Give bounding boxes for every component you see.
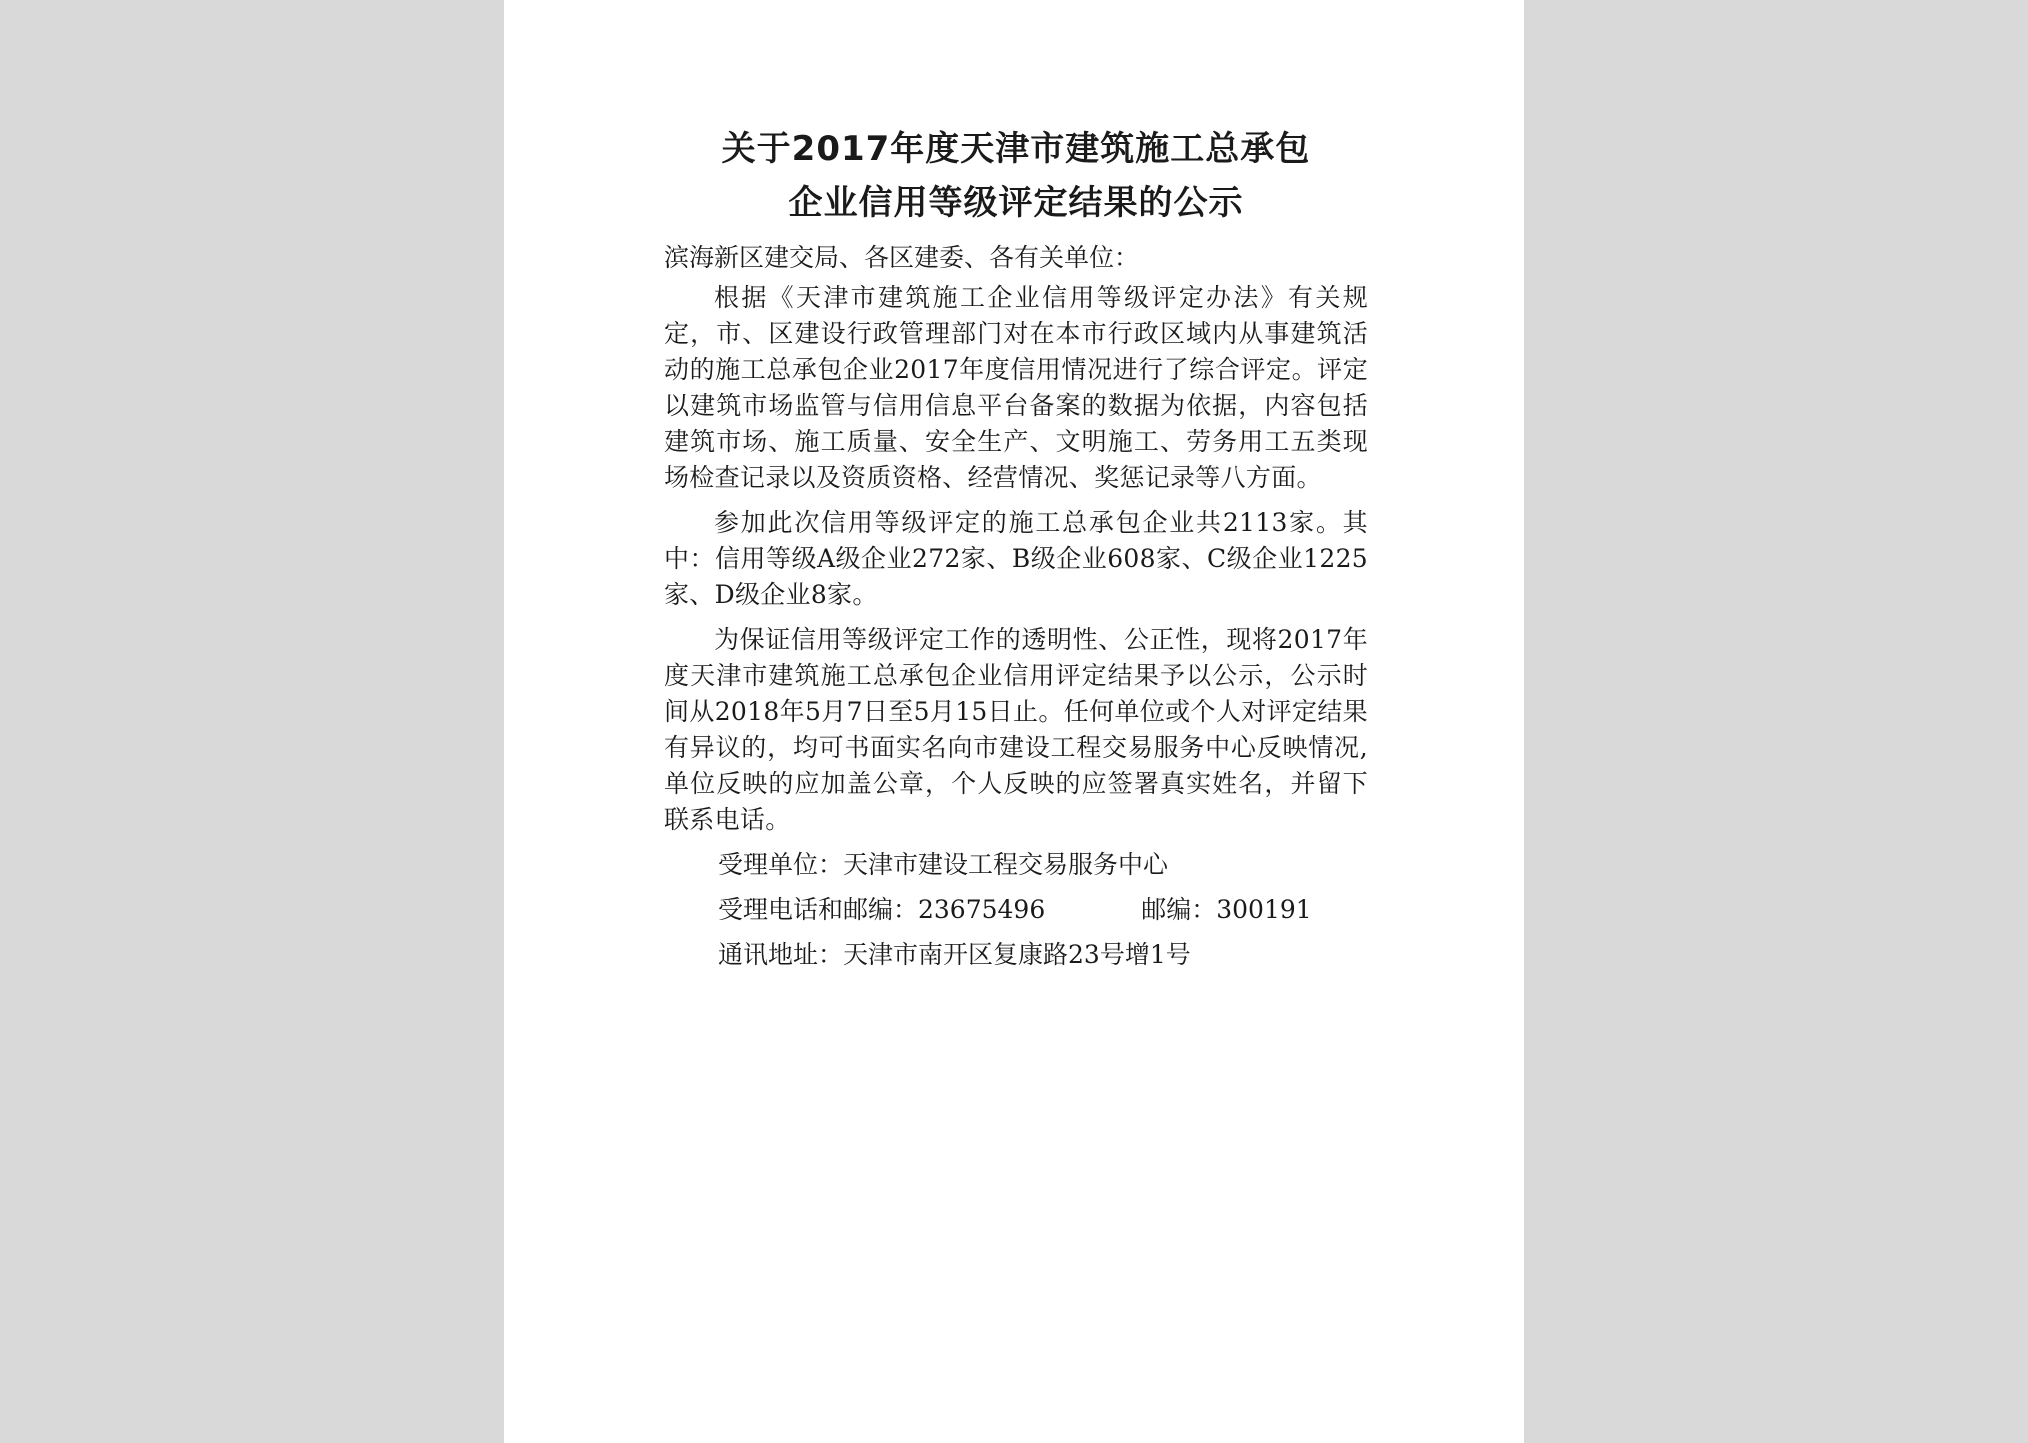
contact-phone: 受理电话和邮编：23675496 [718, 895, 1046, 924]
paragraph-publicity-period: 为保证信用等级评定工作的透明性、公正性，现将2017年度天津市建筑施工总承包企业信用评定结果予以公示，公示时间从2018年5月7日至5月15日止。任何单位或个人对评定结果有异议的，均可书面实名向市建设工程交易服务中心反映情况,单位反映的应加盖公章，个人反映的应签署真实姓名，并留下联系电话。 [664, 625, 1368, 834]
notice-body [664, 122, 1368, 982]
contact-unit: 受理单位：天津市建设工程交易服务中心 [718, 850, 1169, 879]
title-line-2: 企业信用等级评定结果的公示 [788, 183, 1244, 223]
notice-title [664, 122, 1368, 230]
contact-postcode: 邮编：300191 [1141, 895, 1312, 924]
document-page [504, 0, 1524, 1443]
paragraph-grade-counts: 参加此次信用等级评定的施工总承包企业共2113家。其中：信用等级A级企业272家、B级企业608家、C级企业1225家、D级企业8家。 [664, 508, 1368, 609]
title-line-1: 关于2017年度天津市建筑施工总承包 [721, 129, 1311, 169]
contact-phone-line [718, 892, 1368, 928]
contact-address: 通讯地址：天津市南开区复康路23号增1号 [718, 940, 1191, 969]
paragraph-evaluation-basis: 根据《天津市建筑施工企业信用等级评定办法》有关规定，市、区建设行政管理部门对在本市行政区域内从事建筑活动的施工总承包企业2017年度信用情况进行了综合评定。评定以建筑市场监管与信用信息平台备案的数据为依据，内容包括建筑市场、施工质量、安全生产、文明施工、劳务用工五类现场检查记录以及资质资格、经营情况、奖惩记录等八方面。 [664, 283, 1368, 492]
salutation: 滨海新区建交局、各区建委、各有关单位： [664, 243, 1140, 272]
